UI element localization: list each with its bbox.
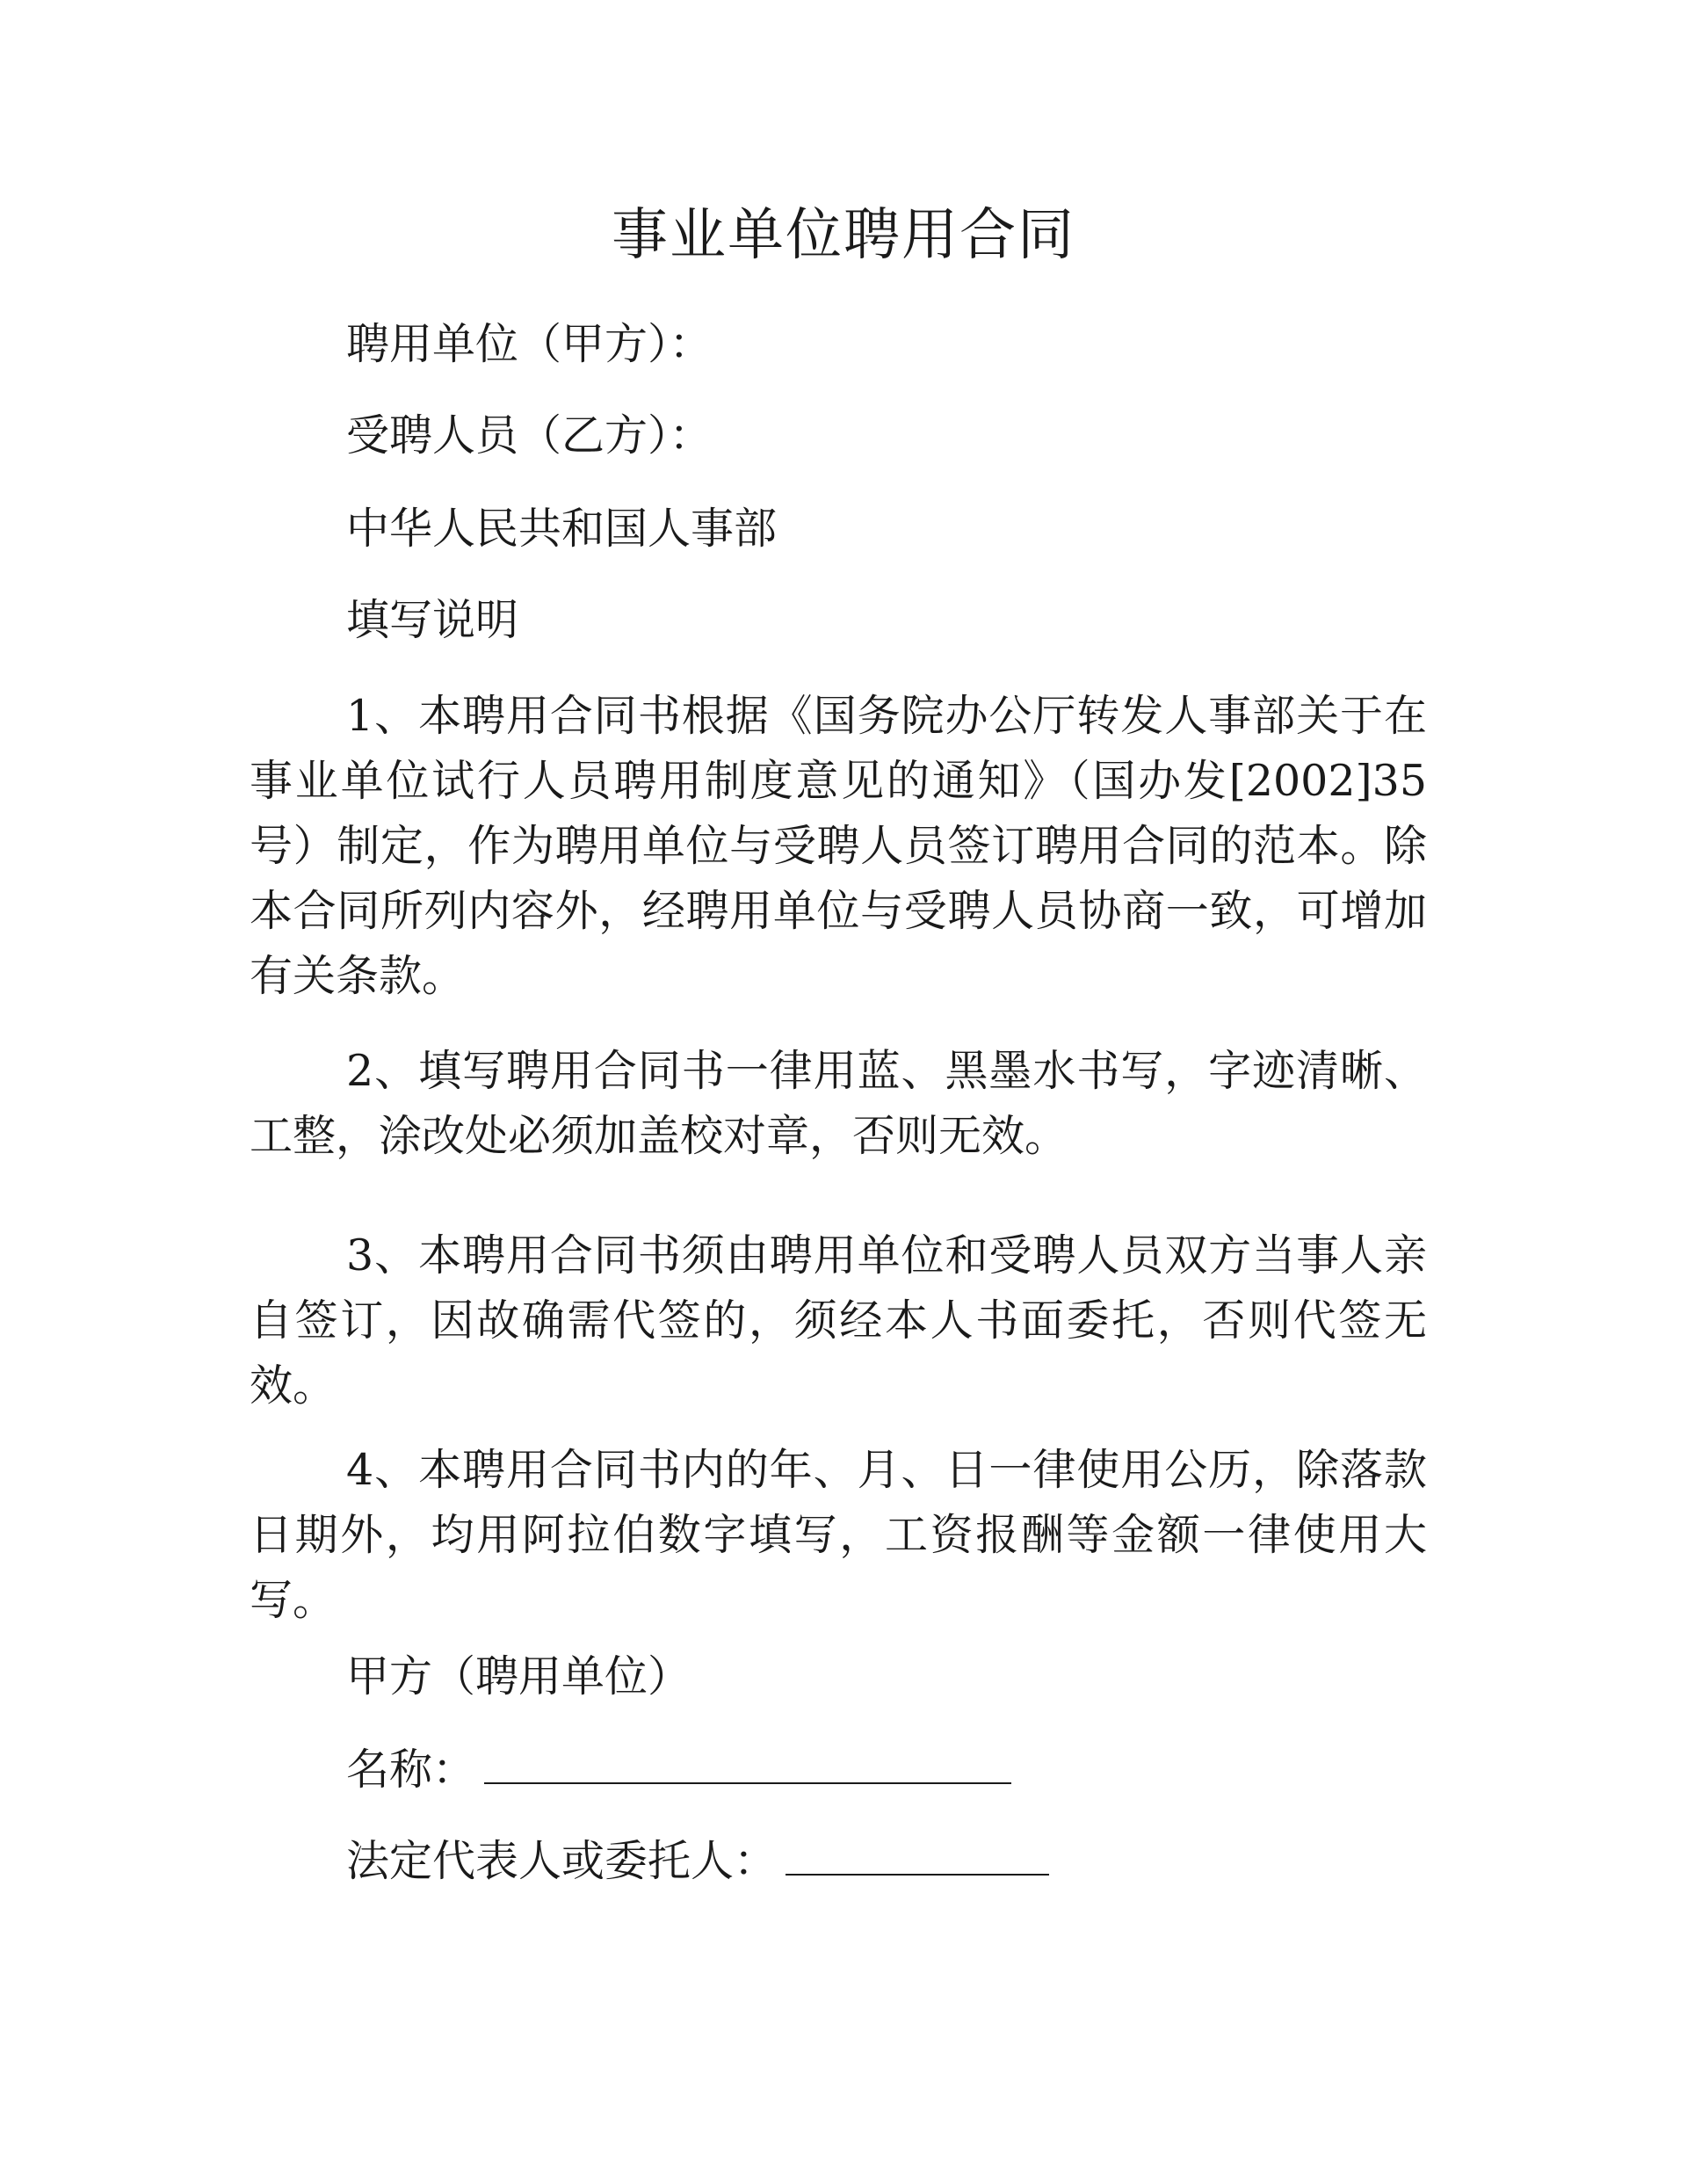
signature-heading: 甲方（聘用单位） xyxy=(346,1651,691,1701)
issuer-line: 中华人民共和国人事部 xyxy=(346,504,778,554)
name-label: 名称： xyxy=(346,1745,476,1795)
instruction-item-1: 1、本聘用合同书根据《国务院办公厅转发人事部关于在事业单位试行人员聘用制度意见的通知》（国办发[2002]35号）制定，作为聘用单位与受聘人员签订聘用合同的范本。除本合同所列内容外，经聘用单位与受聘人员协商一致，可增加有关条款。 xyxy=(250,691,1427,1001)
name-blank-field[interactable] xyxy=(484,1742,1011,1784)
instruction-item-2: 2、填写聘用合同书一律用蓝、黑墨水书写，字迹清晰、工整，涂改处必须加盖校对章，否则无效。 xyxy=(250,1046,1427,1161)
name-row xyxy=(346,1742,1011,1796)
document-title: 事业单位聘用合同 xyxy=(612,203,1075,268)
party-a-label: 聘用单位（甲方）： xyxy=(346,319,713,369)
instruction-item-3: 3、本聘用合同书须由聘用单位和受聘人员双方当事人亲自签订，因故确需代签的，须经本人书面委托，否则代签无效。 xyxy=(250,1230,1427,1411)
instruction-item-4: 4、本聘用合同书内的年、月、日一律使用公历，除落款日期外，均用阿拉伯数字填写，工资报酬等金额一律使用大写。 xyxy=(250,1445,1427,1625)
representative-blank-field[interactable] xyxy=(786,1833,1049,1876)
instructions-heading: 填写说明 xyxy=(346,595,519,645)
representative-label: 法定代表人或委托人： xyxy=(346,1836,778,1886)
representative-row xyxy=(346,1833,1049,1888)
party-b-label: 受聘人员（乙方）： xyxy=(346,410,713,461)
